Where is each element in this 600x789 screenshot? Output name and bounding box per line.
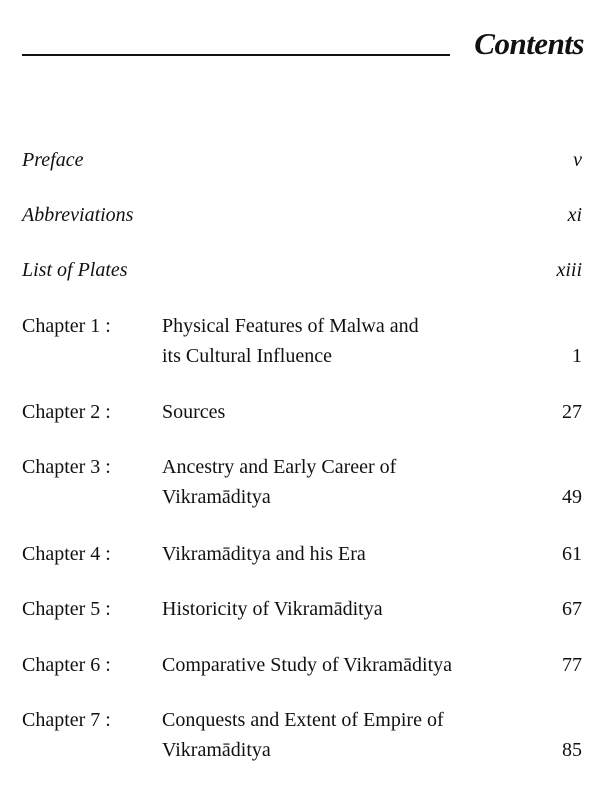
chapter-title-line: Vikramāditya xyxy=(162,739,271,761)
chapter-title xyxy=(162,594,383,624)
toc-entry-abbreviations[interactable] xyxy=(22,200,582,230)
toc-entry-chapter-1[interactable] xyxy=(22,311,582,371)
toc-entry-chapter-3[interactable] xyxy=(22,452,582,512)
chapter-title xyxy=(162,650,452,680)
toc-entry-preface[interactable] xyxy=(22,145,582,175)
chapter-label: Chapter 6 : xyxy=(22,654,111,676)
entry-page: v xyxy=(573,149,582,171)
chapter-title xyxy=(162,452,396,512)
chapter-title-line: Comparative Study of Vikramāditya xyxy=(162,654,453,676)
entry-page: 27 xyxy=(562,401,582,423)
entry-page: 77 xyxy=(562,654,582,676)
chapter-title-line: Vikramāditya and his Era xyxy=(162,543,366,565)
entry-page: 85 xyxy=(562,739,582,761)
toc-entry-chapter-4[interactable] xyxy=(22,539,582,569)
chapter-title-line: Physical Features of Malwa and xyxy=(162,315,419,337)
chapter-title-line: Ancestry and Early Career of xyxy=(162,456,397,478)
entry-page: xi xyxy=(567,204,582,226)
toc-entry-chapter-6[interactable] xyxy=(22,650,582,680)
entry-page: 49 xyxy=(562,486,582,508)
entry-title: Abbreviations xyxy=(22,204,134,226)
chapter-label: Chapter 3 : xyxy=(22,456,111,478)
entry-title: Preface xyxy=(22,149,84,171)
chapter-title-line: Historicity of Vikramāditya xyxy=(162,598,383,620)
chapter-label: Chapter 1 : xyxy=(22,315,111,337)
page-title: Contents xyxy=(474,26,584,61)
contents-header xyxy=(22,20,584,60)
toc-entry-list-of-plates[interactable] xyxy=(22,255,582,285)
chapter-title xyxy=(162,705,444,765)
entry-page: xiii xyxy=(556,259,582,281)
chapter-label: Chapter 5 : xyxy=(22,598,111,620)
entry-title: List of Plates xyxy=(22,259,128,281)
toc-entry-chapter-2[interactable] xyxy=(22,397,582,427)
chapter-title-line: Conquests and Extent of Empire of xyxy=(162,709,444,731)
chapter-title xyxy=(162,311,419,371)
chapter-title-line: Sources xyxy=(162,401,226,423)
chapter-title-line: its Cultural Influence xyxy=(162,345,332,367)
chapter-label: Chapter 7 : xyxy=(22,709,111,731)
entry-page: 61 xyxy=(562,543,582,565)
chapter-title xyxy=(162,539,366,569)
entry-page: 1 xyxy=(572,345,582,367)
chapter-title xyxy=(162,397,225,427)
toc-entry-chapter-5[interactable] xyxy=(22,594,582,624)
header-rule xyxy=(22,54,450,56)
toc-entry-chapter-7[interactable] xyxy=(22,705,582,765)
chapter-title-line: Vikramāditya xyxy=(162,486,271,508)
chapter-label: Chapter 2 : xyxy=(22,401,111,423)
entry-page: 67 xyxy=(562,598,582,620)
chapter-label: Chapter 4 : xyxy=(22,543,111,565)
